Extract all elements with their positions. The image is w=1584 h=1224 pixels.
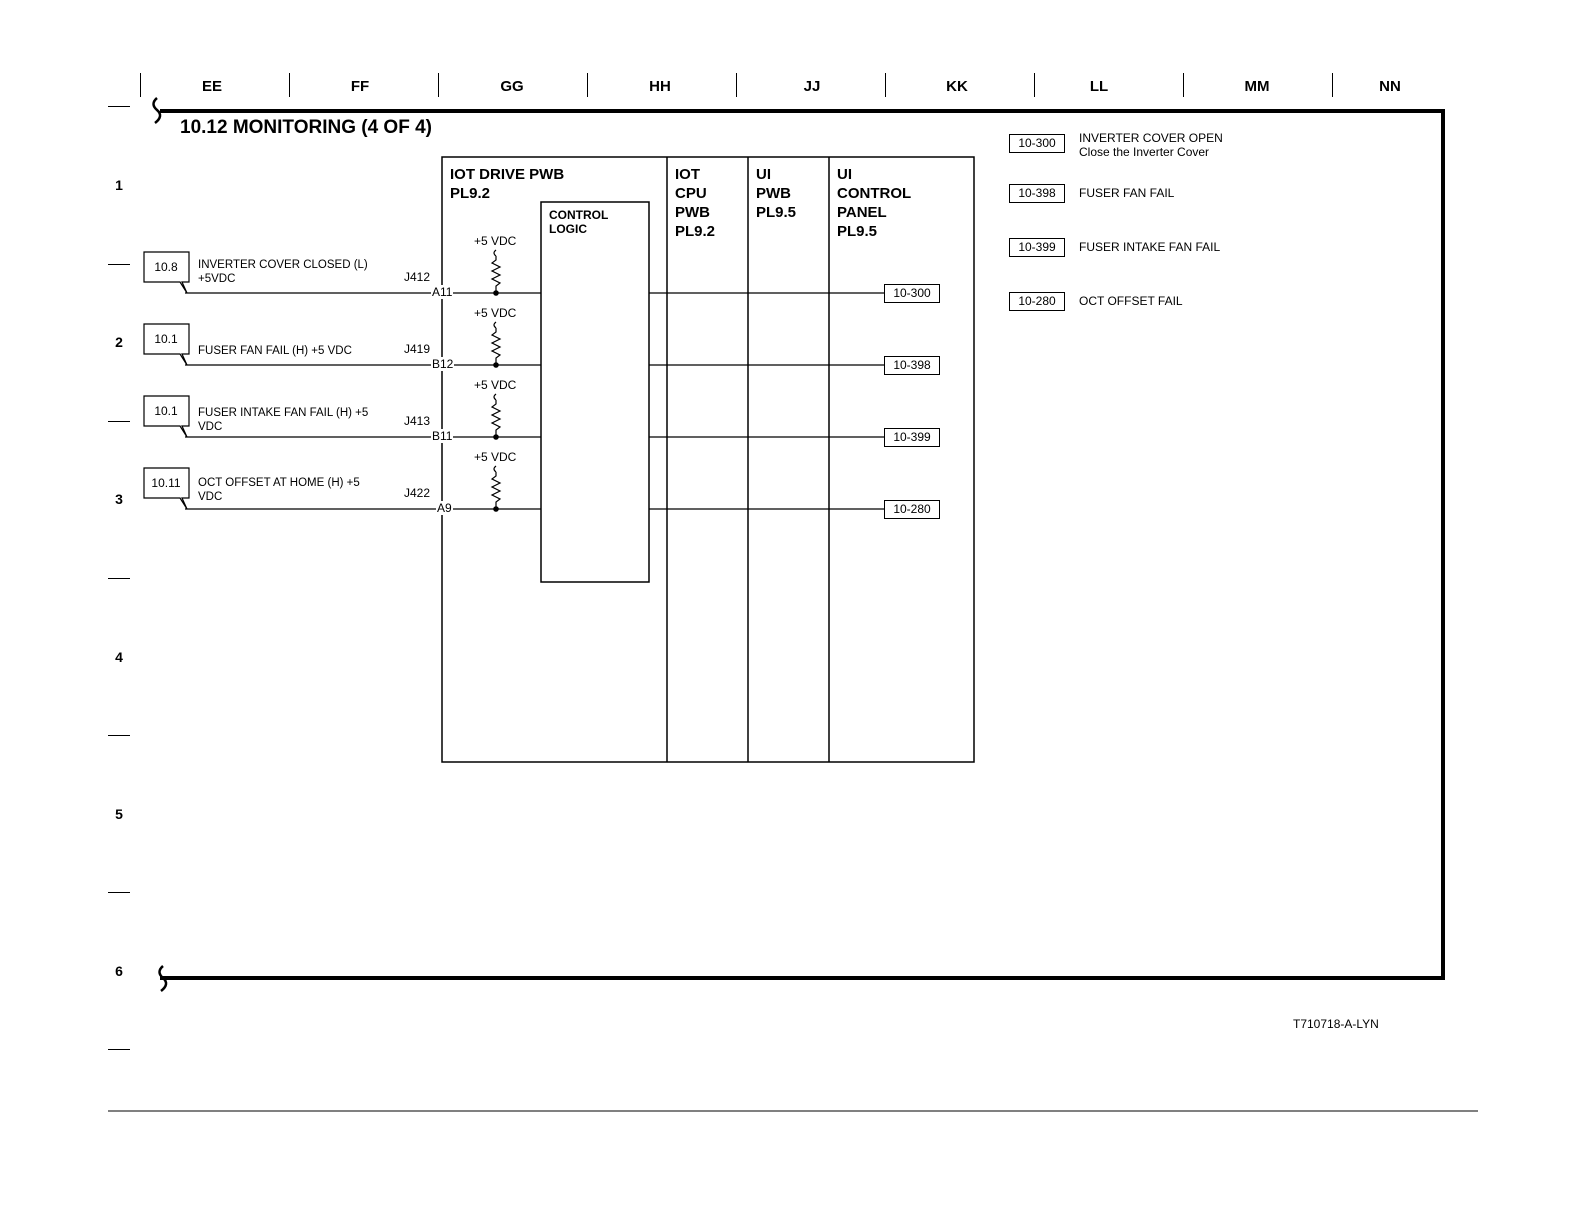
row-label-1: 1 xyxy=(115,177,123,193)
vdc-label: +5 VDC xyxy=(474,450,517,464)
iot-drive-pwb-name: IOT DRIVE PWB xyxy=(450,166,565,183)
control-logic-box xyxy=(541,202,649,582)
signal-desc-line1 xyxy=(198,330,352,344)
signal-desc xyxy=(198,330,352,358)
connector-pin: A11 xyxy=(432,285,453,299)
ui-pwb-label xyxy=(756,165,796,222)
signal-desc-line1: INVERTER COVER CLOSED (L) xyxy=(198,259,368,271)
ui-control-panel-label xyxy=(837,165,911,241)
ui-panel-l2: CONTROL xyxy=(837,185,912,202)
row-label-5: 5 xyxy=(115,806,123,822)
legend-code: 10-399 xyxy=(1009,238,1065,257)
signal-ref-flag xyxy=(144,325,188,353)
control-logic-label xyxy=(549,208,608,236)
signal-ref-flag xyxy=(144,253,188,281)
drawing-id: T710718-A-LYN xyxy=(1293,1017,1379,1031)
column-header-hh: HH xyxy=(649,78,671,95)
control-logic-line2: LOGIC xyxy=(549,222,587,236)
connector-pin: B11 xyxy=(432,429,453,443)
signal-desc xyxy=(198,258,368,286)
signal-ref-flag xyxy=(144,397,188,425)
row-label-4: 4 xyxy=(115,649,123,665)
legend-desc-line2: Close the Inverter Cover xyxy=(1079,145,1210,159)
control-logic-line1: CONTROL xyxy=(549,208,609,222)
ui-pwb-l3: PL9.5 xyxy=(756,204,797,221)
signal-desc-line2: VDC xyxy=(198,491,223,503)
signal-desc-line1: OCT OFFSET AT HOME (H) +5 xyxy=(198,477,360,489)
legend-code: 10-280 xyxy=(1009,292,1065,311)
status-code-tag: 10-280 xyxy=(884,500,940,519)
iot-cpu-l3: PWB xyxy=(675,204,710,221)
signal-ref: 10.1 xyxy=(154,404,178,418)
iot-cpu-l2: CPU xyxy=(675,185,707,202)
signal-desc xyxy=(198,476,360,504)
status-code-tag: 10-300 xyxy=(884,284,940,303)
signal-ref: 10.1 xyxy=(154,332,178,346)
legend-desc xyxy=(1079,131,1223,159)
connector-jack: J422 xyxy=(404,486,431,500)
column-header-gg: GG xyxy=(500,78,524,95)
status-code-tag: 10-398 xyxy=(884,356,940,375)
signal-desc-line1: FUSER INTAKE FAN FAIL (H) +5 xyxy=(198,407,369,419)
row-label-2: 2 xyxy=(115,334,123,350)
connector-jack: J413 xyxy=(404,414,431,428)
connector-pin: A9 xyxy=(437,501,452,515)
signal-desc xyxy=(198,406,368,434)
ui-panel-l4: PL9.5 xyxy=(837,223,878,240)
column-header-ll: LL xyxy=(1089,78,1109,95)
connector-jack: J419 xyxy=(404,342,431,356)
iot-drive-pwb-label xyxy=(450,165,564,203)
pwb-block-outline xyxy=(442,157,974,762)
signal-ref: 10.8 xyxy=(154,260,178,274)
legend-desc: FUSER INTAKE FAN FAIL xyxy=(1079,240,1221,254)
vdc-label: +5 VDC xyxy=(474,234,517,248)
ui-panel-l3: PANEL xyxy=(837,204,887,221)
legend-code: 10-398 xyxy=(1009,184,1065,203)
signal-desc-line2: FUSER FAN FAIL (H) +5 VDC xyxy=(198,345,352,357)
column-header-nn: NN xyxy=(1379,78,1401,95)
iot-cpu-l4: PL9.2 xyxy=(675,223,716,240)
row-label-6: 6 xyxy=(115,963,123,979)
column-header-mm: MM xyxy=(1244,78,1270,95)
connector-jack: J412 xyxy=(404,270,431,284)
status-code-tag: 10-399 xyxy=(884,428,940,447)
signal-ref: 10.11 xyxy=(151,476,181,490)
break-mark-top xyxy=(154,98,161,123)
column-header-kk: KK xyxy=(946,78,968,95)
legend-desc-line1: INVERTER COVER OPEN xyxy=(1079,131,1223,145)
frame-border xyxy=(160,111,1443,978)
legend-desc: OCT OFFSET FAIL xyxy=(1079,294,1183,308)
signal-desc-line2: +5VDC xyxy=(198,273,236,285)
vdc-label: +5 VDC xyxy=(474,306,517,320)
iot-cpu-l1: IOT xyxy=(675,166,700,183)
iot-cpu-pwb-label xyxy=(675,165,715,241)
vdc-label: +5 VDC xyxy=(474,378,517,392)
signal-ref-flag xyxy=(144,469,188,497)
ui-panel-l1: UI xyxy=(837,166,852,183)
connector-pin: B12 xyxy=(432,357,454,371)
row-label-3: 3 xyxy=(115,491,123,507)
column-header-ff: FF xyxy=(350,78,370,95)
signal-desc-line2: VDC xyxy=(198,421,223,433)
legend-code: 10-300 xyxy=(1009,134,1065,153)
column-header-ee: EE xyxy=(201,78,222,95)
column-header-jj: JJ xyxy=(803,78,821,95)
legend-desc: FUSER FAN FAIL xyxy=(1079,186,1175,200)
ui-pwb-l2: PWB xyxy=(756,185,791,202)
iot-drive-pwb-pl: PL9.2 xyxy=(450,185,491,202)
diagram-title: 10.12 MONITORING (4 OF 4) xyxy=(180,117,432,138)
ui-pwb-l1: UI xyxy=(756,166,771,183)
